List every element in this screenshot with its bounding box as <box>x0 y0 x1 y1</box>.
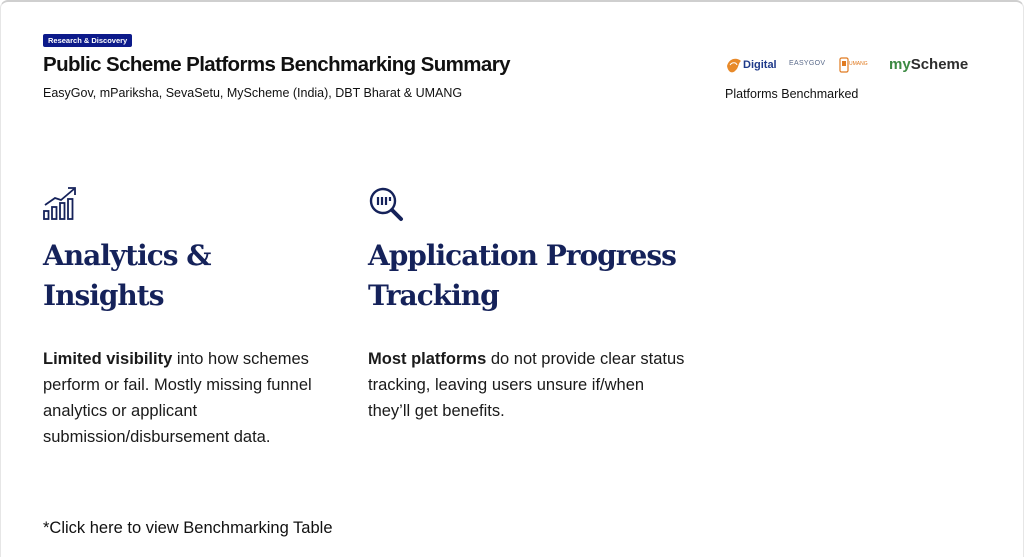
page-subtitle: EasyGov, mPariksha, SevaSetu, MyScheme (India), DBT Bharat & UMANG <box>43 86 463 100</box>
digital-india-logo <box>725 56 779 78</box>
bar-chart-growth-icon <box>43 186 79 222</box>
platform-logos <box>723 54 983 80</box>
easygov-logo: EASYGOV <box>789 60 826 67</box>
analytics-heading: Analytics & Insights <box>43 239 211 312</box>
tracking-heading: Application Progress Tracking <box>368 239 676 312</box>
page-title: Public Scheme Platforms Benchmarking Summary <box>43 53 510 76</box>
category-badge: Research & Discovery <box>43 34 132 47</box>
view-benchmarking-table-link[interactable]: *Click here to view Benchmarking Table <box>43 519 333 537</box>
tracking-body: Most platforms do not provide clear status tracking, leaving users unsure if/when they’ll get benefits. <box>368 350 685 420</box>
digital-logo-text: Digital <box>743 59 777 71</box>
myscheme-logo: myScheme <box>889 56 969 73</box>
magnifier-analytics-icon <box>368 186 404 222</box>
tracking-card <box>368 186 688 420</box>
umang-logo <box>839 57 873 75</box>
umang-logo-text: UMANG <box>849 61 868 67</box>
analytics-body: Limited visibility into how schemes perform or fail. Mostly missing funnel analytics or applicant submission/disbursement data. <box>43 350 312 446</box>
platforms-benchmarked-label: Platforms Benchmarked <box>725 87 859 101</box>
analytics-card <box>43 186 343 446</box>
